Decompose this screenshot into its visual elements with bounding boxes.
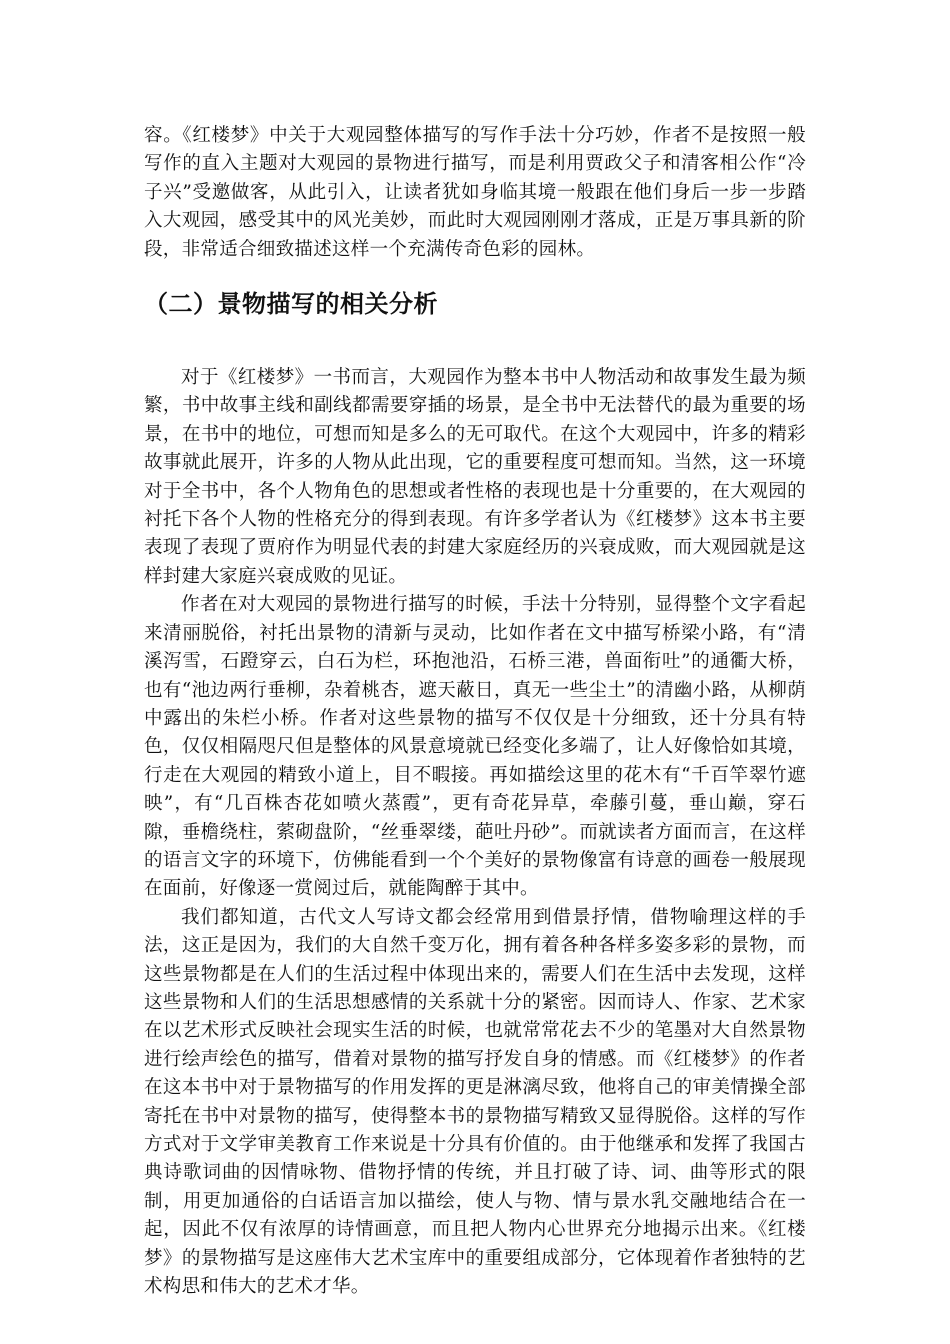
intro-paragraph: 容。《红楼梦》中关于大观园整体描写的写作手法十分巧妙，作者不是按照一般写作的直入主题对大观园的景物进行描写，而是利用贾政父子和清客相公作“冷子兴”受邀做客，从此引入，让读者犹如身临其境一般跟在他们身后一步一步踏入大观园，感受其中的风光美妙，而此时大观园刚刚才落成，正是万事具新的阶段，非常适合细致描述这样一个充满传奇色彩的园林。 xyxy=(144,125,806,260)
section-heading: （二）景物描写的相关分析 xyxy=(144,290,438,319)
body-paragraph-2: 作者在对大观园的景物进行描写的时候，手法十分特别，显得整个文字看起来清丽脱俗，衬托出景物的清新与灵动，比如作者在文中描写桥梁小路，有“清溪泻雪，石蹬穿云，白石为栏，环抱池沿，石桥三港，兽面衔吐”的通衢大桥，也有“池边两行垂柳，杂着桃杏，遮天蔽日，真无一些尘土”的清幽小路，从柳荫中露出的朱栏小桥。作者对这些景物的描写不仅仅是十分细致，还十分具有特色，仅仅相隔咫尺但是整体的风景意境就已经变化多端了，让人好像恰如其境，行走在大观园的精致小道上，目不暇接。再如描绘这里的花木有“千百竿翠竹遮映”，有“几百株杏花如喷火蒸霞”，更有奇花异草，牵藤引蔓，垂山巅，穿石隙，垂檐绕柱，萦砌盘阶，“丝垂翠缕，葩吐丹砂”。而就读者方面而言，在这样的语言文字的环境下，仿佛能看到一个个美好的景物像富有诗意的画卷一般展现在面前，好像逐一赏阅过后，就能陶醉于其中。 xyxy=(144,594,806,900)
document-page xyxy=(144,122,806,1301)
body-paragraph-1: 对于《红楼梦》一书而言，大观园作为整本书中人物活动和故事发生最为频繁，书中故事主线和副线都需要穿插的场景，是全书中无法替代的最为重要的场景，在书中的地位，可想而知是多么的无可取代。在这个大观园中，许多的精彩故事就此展开，许多的人物从此出现，它的重要程度可想而知。当然，这一环境对于全书中，各个人物角色的思想或者性格的表现也是十分重要的，在大观园的衬托下各个人物的性格充分的得到表现。有许多学者认为《红楼梦》这本书主要表现了表现了贾府作为明显代表的封建大家庭经历的兴衰成败，而大观园就是这样封建大家庭兴衰成败的见证。 xyxy=(144,367,806,587)
body-paragraph-3: 我们都知道，古代文人写诗文都会经常用到借景抒情，借物喻理这样的手法，这正是因为，我们的大自然千变万化，拥有着各种各样多姿多彩的景物，而这些景物都是在人们的生活过程中体现出来的，需要人们在生活中去发现，这样这些景物和人们的生活思想感情的关系就十分的紧密。因而诗人、作家、艺术家在以艺术形式反映社会现实生活的时候，也就常常花去不少的笔墨对大自然景物进行绘声绘色的描写，借着对景物的描写抒发自身的情感。而《红楼梦》的作者在这本书中对于景物描写的作用发挥的更是淋漓尽致，他将自己的审美情操全部寄托在书中对景物的描写，使得整本书的景物描写精致又显得脱俗。这样的写作方式对于文学审美教育工作来说是十分具有价值的。由于他继承和发挥了我国古典诗歌词曲的因情咏物、借物抒情的传统，并且打破了诗、词、曲等形式的限制，用更加通俗的白话语言加以描绘，使人与物、情与景水乳交融地结合在一起，因此不仅有浓厚的诗情画意，而且把人物内心世界充分地揭示出来。《红楼梦》的景物描写是这座伟大艺术宝库中的重要组成部分，它体现着作者独特的艺术构思和伟大的艺术才华。 xyxy=(144,906,806,1298)
